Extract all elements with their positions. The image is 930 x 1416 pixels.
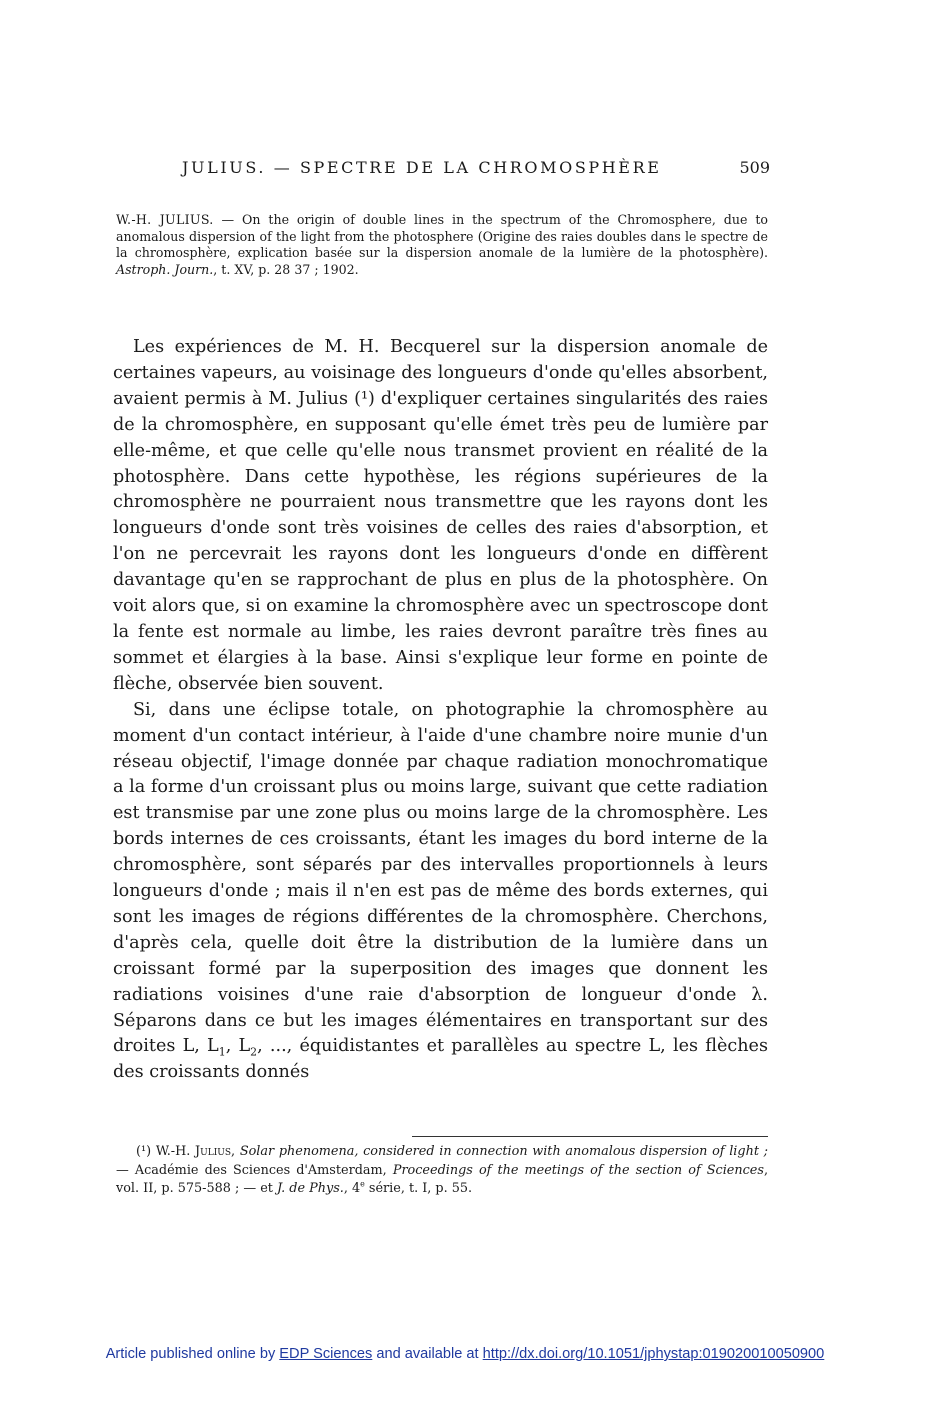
- reference-details: , t. XV, p. 28 37 ; 1902.: [213, 261, 359, 277]
- paragraph-1: [113, 335, 768, 698]
- article-body: [113, 335, 768, 1086]
- banner-middle: and available at: [372, 1346, 483, 1362]
- publisher-link[interactable]: EDP Sciences: [279, 1346, 373, 1362]
- banner-prefix: Article published online by: [105, 1346, 280, 1362]
- doi-link[interactable]: http://dx.doi.org/10.1051/jphystap:019020010050900: [482, 1346, 825, 1362]
- footnote-tail: série, t. I, p. 55.: [364, 1181, 473, 1196]
- paragraph-2-text-c: , ..., équidistantes et parallèles au spectre L, les flèches des croissants donnés: [113, 1036, 768, 1083]
- subscript-2: 2: [250, 1045, 258, 1059]
- paragraph-1-text-a: Les expériences de M. H. Becquerel sur la dispersion anomale de certaines vapeurs, au voisinage des longueurs d'onde qu'elles absorbent, avaient permis à M. Julius: [113, 337, 768, 409]
- page-number: 509: [739, 158, 770, 177]
- paragraph-2-text-b: , L: [225, 1036, 251, 1057]
- footnote: [116, 1143, 768, 1199]
- footnote-volume: , vol. II, p. 575-588 ; — et: [116, 1162, 769, 1196]
- bibliographic-reference: [116, 212, 768, 278]
- footnote-author: W.-H. Julius,: [151, 1144, 240, 1159]
- footnote-journal: J. de Phys.: [277, 1181, 344, 1196]
- running-title: JULIUS. — SPECTRE DE LA CHROMOSPHÈRE: [182, 158, 662, 177]
- footnote-mark: (¹): [136, 1144, 152, 1159]
- paragraph-1-text-b: d'expliquer certaines singularités des raies de la chromosphère, en supposant qu'elle émet très peu de lumière par elle-même, et que celle qu'elle nous transmet provient en réalité de la photosphère. Dans cette hypothèse, les régions supérieures de la chromosphère ne pourraient nous transmettre que les rayons dont les longueurs d'onde sont très voisines de celles des raies d'absorption, et l'on ne percevrait les rayons dont les longueurs d'onde en diffèrent davantage qu'en se rapprochant de plus en plus de la photosphère. On voit alors que, si on examine la chromosphère avec un spectroscope dont la fente est normale au limbe, les raies devront paraître très fines au sommet et élargies à la base. Ainsi s'explique leur forme en pointe de flèche, observée bien souvent.: [113, 388, 768, 694]
- footnote-divider: [412, 1136, 768, 1137]
- footnote-title: Solar phenomena, considered in connection with anomalous dispersion of light ;: [239, 1144, 768, 1159]
- subscript-1: 1: [218, 1045, 226, 1059]
- footnote-ref: (¹): [354, 388, 375, 409]
- reference-title: — On the origin of double lines in the spectrum of the Chromosphere, due to anomalous dispersion of the light from the photosphere (Origine des raies doubles dans le spectre de la chromosphère, explication basée sur la dispersion anomale de la lumière de la photosphère).: [116, 212, 768, 260]
- publication-banner: [0, 1346, 930, 1362]
- footnote-series-sup: e: [360, 1179, 365, 1189]
- footnote-series: , 4: [343, 1181, 361, 1196]
- paragraph-2-text-a: Si, dans une éclipse totale, on photographie la chromosphère au moment d'un contact intérieur, à l'aide d'une chambre noire munie d'un réseau objectif, l'image donnée par chaque radiation monochromatique a la forme d'un croissant plus ou moins large, suivant que cette radiation est transmise par une zone plus ou moins large de la chromosphère. Les bords internes de ces croissants, étant les images du bord interne de la chromosphère, sont séparés par des intervalles proportionnels à leurs longueurs d'onde ; mais il n'en est pas de même des bords externes, qui sont les images de régions différentes de la chromosphère. Cherchons, d'après cela, quelle doit être la distribution de la lumière dans un croissant formé par la superposition des images que donnent les radiations voisines d'une raie d'absorption de longueur d'onde λ. Séparons dans ce but les images élémentaires en transportant sur des droites L, L: [113, 699, 768, 1057]
- reference-author: W.-H. JULIUS.: [116, 212, 214, 227]
- paragraph-2: [113, 698, 768, 1087]
- footnote-mid: — Académie des Sciences d'Amsterdam,: [116, 1162, 393, 1178]
- footnote-proceedings: Proceedings of the meetings of the section of Sciences: [392, 1162, 764, 1178]
- reference-journal: Astroph. Journ.: [116, 261, 214, 277]
